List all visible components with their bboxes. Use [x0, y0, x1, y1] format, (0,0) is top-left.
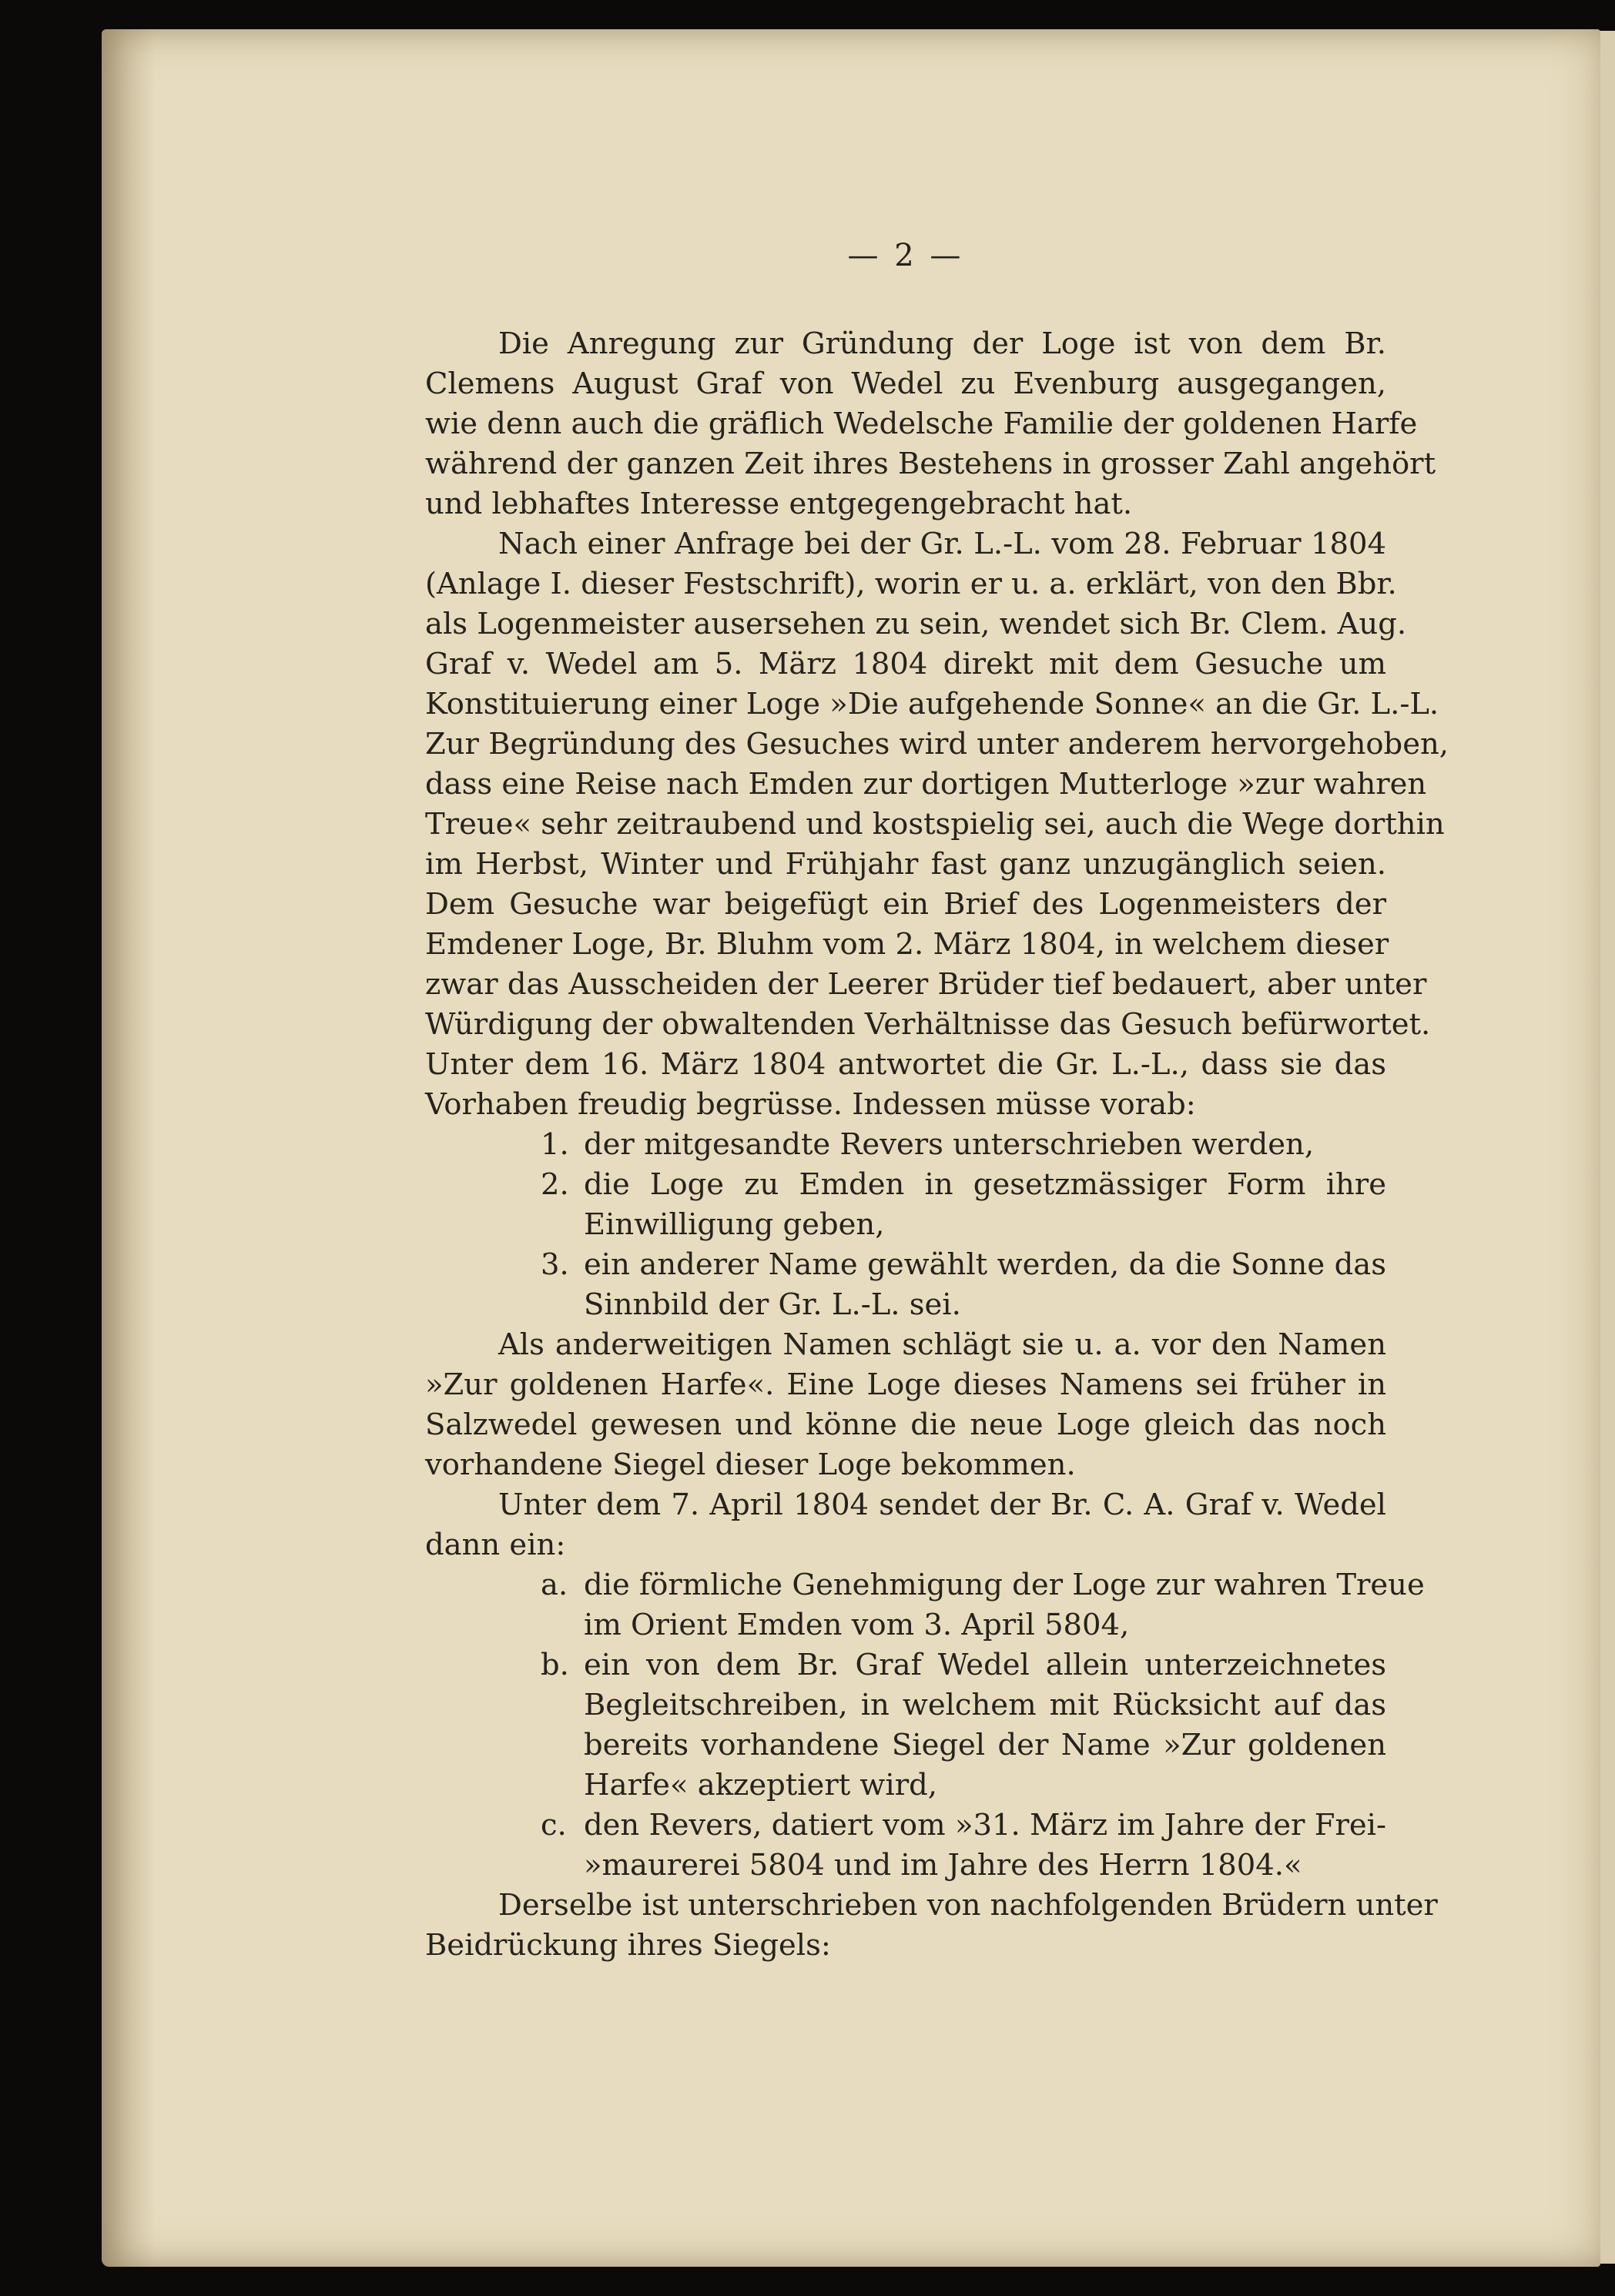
list-1-number: 1. [541, 1127, 569, 1162]
paragraph-3-line: vorhandene Siegel dieser Loge bekommen. [425, 1448, 1076, 1482]
list-1-text: die Loge zu Emden in gesetzmässiger Form ihre [584, 1167, 1386, 1202]
page-gutter-shadow [102, 29, 156, 2267]
paragraph-2-line: zwar das Ausscheiden der Leerer Brüder tief bedauert, aber unter [425, 967, 1427, 1002]
list-1-continuation: Einwilligung geben, [584, 1207, 885, 1242]
page-text [425, 0, 1449, 2296]
paragraph-1-line: Clemens August Graf von Wedel zu Evenburg ausgegangen, [425, 366, 1386, 401]
paragraph-1-line: Die Anregung zur Gründung der Loge ist von dem Br. [498, 326, 1386, 361]
list-2-text: ein von dem Br. Graf Wedel allein unterzeichnetes [584, 1648, 1386, 1682]
list-1-number: 3. [541, 1247, 569, 1282]
paragraph-4-line: dann ein: [425, 1528, 566, 1562]
paragraph-5-line: Beidrückung ihres Siegels: [425, 1928, 831, 1963]
list-1-item [541, 1166, 1386, 1204]
paragraph-3-line: »Zur goldenen Harfe«. Eine Loge dieses Namens sei früher in [425, 1367, 1386, 1402]
paragraph-2-line: Graf v. Wedel am 5. März 1804 direkt mit dem Gesuche um [425, 647, 1386, 681]
paragraph-1-line: während der ganzen Zeit ihres Bestehens in grosser Zahl angehört [425, 447, 1436, 481]
list-1-item [541, 1126, 1386, 1164]
paragraph-1-line: wie denn auch die gräflich Wedelsche Familie der goldenen Harfe [425, 407, 1418, 441]
paragraph-2-line: Nach einer Anfrage bei der Gr. L.-L. vom 28. Februar 1804 [498, 527, 1386, 561]
list-2-item [541, 1566, 1425, 1605]
paragraph-2-line: Dem Gesuche war beigefügt ein Brief des Logenmeisters der [425, 887, 1386, 922]
paragraph-3-line: Salzwedel gewesen und könne die neue Loge gleich das noch [425, 1407, 1386, 1442]
list-1-text: ein anderer Name gewählt werden, da die Sonne das [584, 1247, 1386, 1282]
list-2-continuation: »maurerei 5804 und im Jahre des Herrn 1804.« [584, 1848, 1302, 1883]
paragraph-2-line: (Anlage I. dieser Festschrift), worin er u. a. erklärt, von den Bbr. [425, 567, 1397, 601]
paragraph-2-line: Emdener Loge, Br. Bluhm vom 2. März 1804, in welchem dieser [425, 927, 1389, 962]
list-2-item [541, 1646, 1386, 1685]
list-1-item [541, 1246, 1386, 1284]
list-2-continuation: Begleitschreiben, in welchem mit Rücksicht auf das [584, 1688, 1386, 1722]
paragraph-2-line: Konstituierung einer Loge »Die aufgehende Sonne« an die Gr. L.-L. [425, 687, 1439, 721]
list-2-continuation: im Orient Emden vom 3. April 5804, [584, 1608, 1130, 1642]
paragraph-2-line: Vorhaben freudig begrüsse. Indessen müsse vorab: [425, 1087, 1196, 1122]
list-1-number: 2. [541, 1167, 569, 1202]
list-2-letter: a. [541, 1568, 568, 1602]
paragraph-2-line: dass eine Reise nach Emden zur dortigen Mutterloge »zur wahren [425, 767, 1427, 802]
list-2-letter: b. [541, 1648, 569, 1682]
paragraph-3-line: Als anderweitigen Namen schlägt sie u. a. vor den Namen [498, 1327, 1386, 1362]
paragraph-2-line: Unter dem 16. März 1804 antwortet die Gr. L.-L., dass sie das [425, 1047, 1386, 1082]
list-2-letter: c. [541, 1808, 567, 1842]
list-2-item [541, 1806, 1386, 1845]
list-2-text: den Revers, datiert vom »31. März im Jahre der Frei- [584, 1808, 1386, 1842]
list-1-continuation: Sinnbild der Gr. L.-L. sei. [584, 1287, 961, 1322]
list-2-text: die förmliche Genehmigung der Loge zur wahren Treue [584, 1568, 1425, 1602]
paragraph-2-line: Treue« sehr zeitraubend und kostspielig sei, auch die Wege dorthin [425, 807, 1445, 842]
paragraph-4-line: Unter dem 7. April 1804 sendet der Br. C. A. Graf v. Wedel [498, 1488, 1386, 1522]
paragraph-5-line: Derselbe ist unterschrieben von nachfolgenden Brüdern unter [498, 1888, 1438, 1923]
list-2-continuation: bereits vorhandene Siegel der Name »Zur goldenen [584, 1728, 1386, 1762]
paragraph-2-line: im Herbst, Winter und Frühjahr fast ganz unzugänglich seien. [425, 847, 1386, 882]
paragraph-1-line: und lebhaftes Interesse entgegengebracht hat. [425, 487, 1133, 521]
list-1-text: der mitgesandte Revers unterschrieben werden, [584, 1127, 1315, 1162]
page-number: — 2 — [847, 238, 964, 273]
paragraph-2-line: Zur Begründung des Gesuches wird unter anderem hervorgehoben, [425, 727, 1449, 761]
list-2-continuation: Harfe« akzeptiert wird, [584, 1768, 937, 1802]
paragraph-2-line: als Logenmeister ausersehen zu sein, wendet sich Br. Clem. Aug. [425, 607, 1407, 641]
paragraph-2-line: Würdigung der obwaltenden Verhältnisse das Gesuch befürwortet. [425, 1007, 1431, 1042]
